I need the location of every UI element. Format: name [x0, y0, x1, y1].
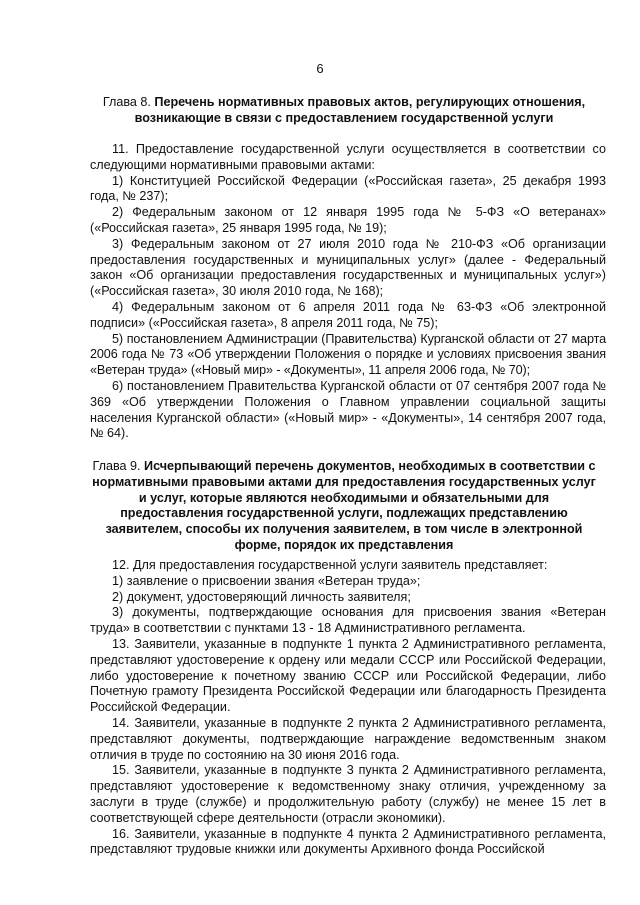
chapter-9-prefix: Глава 9.	[92, 459, 141, 473]
paragraph: 3) документы, подтверждающие основания для присвоения звания «Ветеран труда» в соответствии с пунктами 13 - 18 Административного регламента.	[90, 605, 606, 636]
paragraph: 15. Заявители, указанные в подпункте 3 пункта 2 Административного регламента, представляют удостоверение к ведомственному знаку отличия, учрежденному за заслуги в труде (службе) и продолжительную работу (службу) не менее 15 лет в соответствующей сфере деятельности (отрасли экономики).	[90, 763, 606, 825]
chapter-9-title-line1: Исчерпывающий перечень документов, необходимых в соответствии с	[140, 459, 596, 473]
chapter-9-title-rest: нормативными правовыми актами для предоставления государственных услуг и услуг, которые являются необходимыми и обязательными для предоставления государственной услуги, подлежащих представлению заявителем, способы их получения заявителем, в том числе в электронной форме, порядок их представления	[92, 474, 596, 552]
paragraph: 4) Федеральным законом от 6 апреля 2011 года № 63-ФЗ «Об электронной подписи» («Российская газета», 8 апреля 2011 года, № 75);	[90, 299, 606, 330]
paragraph: 1) Конституцией Российской Федерации («Российская газета», 25 декабря 1993 года, № 237);	[90, 173, 606, 204]
chapter-8-prefix: Глава 8.	[102, 95, 151, 109]
chapter-8-title-line2: возникающие в связи с предоставлением государственной услуги	[134, 110, 554, 125]
paragraph: 13. Заявители, указанные в подпункте 1 пункта 2 Административного регламента, представляют удостоверение к ордену или медали СССР или Российской Федерации, либо удостоверение к почетному званию СССР или Российской Федерации, либо Почетную грамоту Президента Российской Федерации или благодарность Президента Российской Федерации.	[90, 636, 606, 715]
paragraph: 14. Заявители, указанные в подпункте 2 пункта 2 Административного регламента, представляют документы, подтверждающие награждение ведомственным знаком отличия в труде по состоянию на 30 июня 2016 года.	[90, 715, 606, 762]
paragraph: 11. Предоставление государственной услуги осуществляется в соответствии со следующими нормативными правовыми актами:	[90, 142, 606, 172]
paragraph: 2) Федеральным законом от 12 января 1995 года № 5-ФЗ «О ветеранах» («Российская газета», 25 января 1995 года, № 19);	[90, 205, 606, 235]
section-8-body	[90, 142, 606, 442]
paragraph: 1) заявление о присвоении звания «Ветеран труда»;	[112, 573, 421, 588]
page-number: 6	[316, 61, 324, 76]
chapter-8-heading	[90, 95, 598, 127]
section-9-body	[90, 558, 606, 858]
paragraph: 16. Заявители, указанные в подпункте 4 пункта 2 Административного регламента, представляют трудовые книжки или документы Архивного фонда Российской	[90, 826, 606, 857]
chapter-8-title-line1: Перечень нормативных правовых актов, регулирующих отношения,	[150, 95, 586, 109]
paragraph: 3) Федеральным законом от 27 июля 2010 года № 210-ФЗ «Об организации предоставления государственных и муниципальных услуг» (далее - Федеральный закон «Об организации предоставления государственных и муниципальных услуг») («Российская газета», 30 июля 2010 года, № 168);	[90, 236, 606, 299]
paragraph: 6) постановлением Правительства Курганской области от 07 сентября 2007 года № 369 «Об утверждении Положения о Главном управлении социальной защиты населения Курганской области» («Новый мир» - «Документы», 14 сентября 2007 года, № 64).	[90, 378, 606, 441]
paragraph: 5) постановлением Администрации (Правительства) Курганской области от 27 марта 2006 года № 73 «Об утверждении Положения о порядке и условиях присвоения звания «Ветеран труда» («Новый мир» - «Документы», 11 апреля 2006 года, № 70);	[90, 331, 606, 378]
paragraph: 12. Для предоставления государственной услуги заявитель представляет:	[112, 558, 548, 572]
chapter-9-heading	[90, 459, 598, 554]
paragraph: 2) документ, удостоверяющий личность заявителя;	[112, 589, 411, 604]
